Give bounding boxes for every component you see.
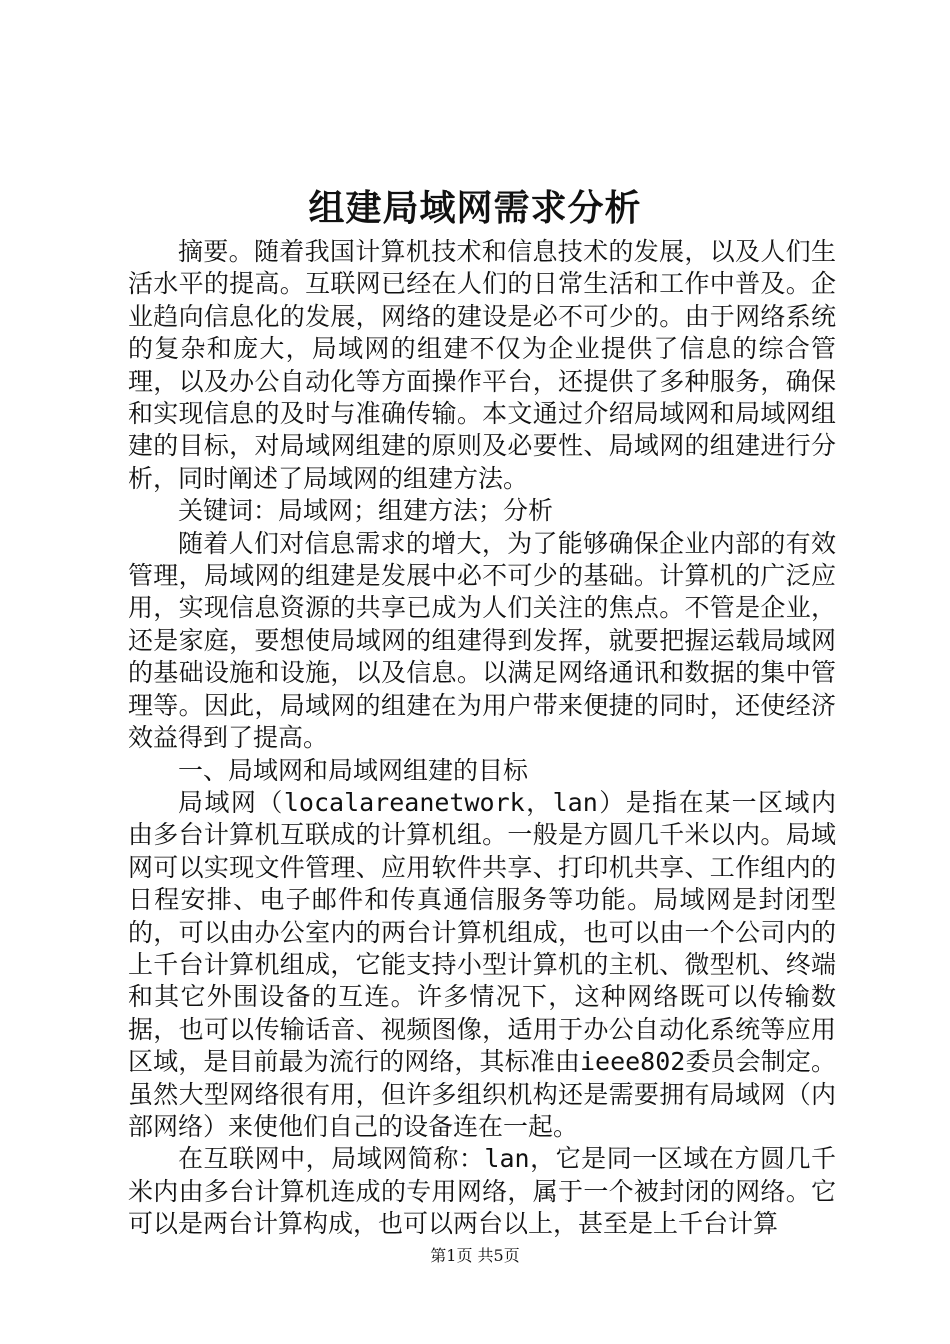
keywords-paragraph: 关键词：局域网；组建方法；分析 [178,496,554,526]
lan-internet-paragraph: 在互联网中，局域网简称：lan，它是同一区域在方圆几千米内由多台计算机连成的专用网络，属于一个被封闭的网络。它可以是两台计算构成，也可以两台以上，甚至是上千台计算 [128,1144,836,1239]
lan-definition-paragraph: 局域网（localareanetwork，lan）是指在某一区域内由多台计算机互联成的计算机组。一般是方圆几千米以内。局域网可以实现文件管理、应用软件共享、打印机共享、工作组内的日程安排、电子邮件和传真通信服务等功能。局域网是封闭型的，可以由办公室内的两台计算机组成，也可以由一个公司内的上千台计算机组成，它能支持小型计算机的主机、微型机、终端和其它外围设备的互连。许多情况下，这种网络既可以传输数据，也可以传输话音、视频图像，适用于办公自动化系统等应用区域，是目前最为流行的网络，其标准由ieee802委员会制定。虽然大型网络很有用，但许多组织机构还是需要拥有局域网（内部网络）来使他们自己的设备连在一起。 [128,787,836,1141]
document-body [128,236,836,1241]
abstract-paragraph: 摘要。随着我国计算机技术和信息技术的发展，以及人们生活水平的提高。互联网已经在人们的日常生活和工作中普及。企业趋向信息化的发展，网络的建设是必不可少的。由于网络系统的复杂和庞大，局域网的组建不仅为企业提供了信息的综合管理，以及办公自动化等方面操作平台，还提供了多种服务，确保和实现信息的及时与准确传输。本文通过介绍局域网和局域网组建的目标，对局域网组建的原则及必要性、局域网的组建进行分析，同时阐述了局域网的组建方法。 [128,237,836,493]
intro-paragraph: 随着人们对信息需求的增大，为了能够确保企业内部的有效管理，局域网的组建是发展中必不可少的基础。计算机的广泛应用，实现信息资源的共享已成为人们关注的焦点。不管是企业，还是家庭，要想使局域网的组建得到发挥，就要把握运载局域网的基础设施和设施，以及信息。以满足网络通讯和数据的集中管理等。因此，局域网的组建在为用户带来便捷的同时，还使经济效益得到了提高。 [128,528,836,753]
section-heading-1: 一、局域网和局域网组建的目标 [178,755,529,785]
page-footer: 第1页 共5页 [430,1246,520,1265]
document-title: 组建局域网需求分析 [308,187,642,229]
